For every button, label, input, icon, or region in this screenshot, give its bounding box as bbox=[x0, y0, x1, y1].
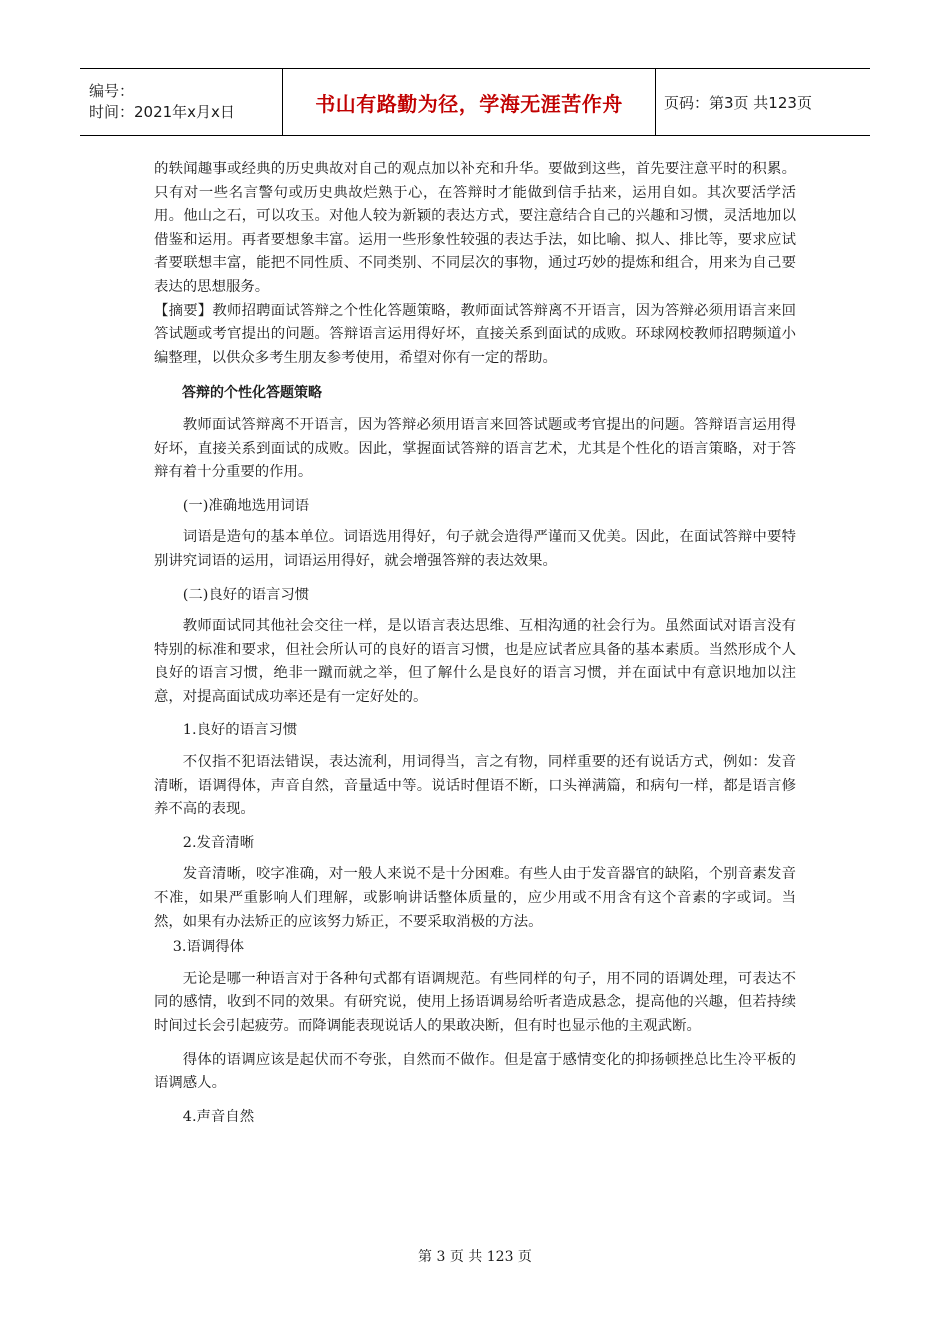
header-motto: 书山有路勤为径，学海无涯苦作舟 bbox=[315, 91, 623, 116]
doc-number-label: 编号： bbox=[89, 82, 135, 100]
doc-time-label: 时间：2021年x月x日 bbox=[89, 103, 235, 121]
header-info-cell bbox=[80, 69, 282, 135]
subheading-intonation: 3.语调得体 bbox=[172, 939, 245, 956]
paragraph-abstract: 【摘要】教师招聘面试答辩之个性化答题策略，教师面试答辩离不开语言，因为答辩必须用语言来回答试题或考官提出的问题。答辩语言运用得好坏，直接关系到面试的成败。环球网校教师招聘频道小编整理，以供众多考生朋友参考使用，希望对你有一定的帮助。 bbox=[154, 302, 796, 366]
page-header bbox=[80, 68, 870, 136]
subheading-word-choice: (一)准确地选用词语 bbox=[182, 497, 310, 514]
header-motto-cell bbox=[282, 69, 656, 135]
document-body bbox=[154, 158, 796, 1137]
paragraph-intro: 教师面试答辩离不开语言，因为答辩必须用语言来回答试题或考官提出的问题。答辩语言运用得好坏，直接关系到面试的成败。因此，掌握面试答辩的语言艺术，尤其是个性化的语言策略，对于答辩有着十分重要的作用。 bbox=[154, 416, 796, 481]
section-heading: 答辩的个性化答题策略 bbox=[182, 385, 322, 402]
subheading-good-habits: 1.良好的语言习惯 bbox=[182, 722, 298, 739]
paragraph-good-habits: 不仅指不犯语法错误，表达流利，用词得当，言之有物，同样重要的还有说话方式，例如：发音清晰，语调得体，声音自然，音量适中等。说话时俚语不断，口头禅满篇，和病句一样，都是语言修养不高的表现。 bbox=[154, 754, 796, 818]
header-page-cell bbox=[656, 69, 870, 135]
page-footer: 第 3 页 共 123 页 bbox=[418, 1249, 532, 1265]
header-page-label: 页码：第3页 共123页 bbox=[664, 93, 812, 112]
subheading-clear-pronunciation: 2.发音清晰 bbox=[182, 834, 255, 851]
subheading-language-habits: (二)良好的语言习惯 bbox=[182, 586, 310, 603]
paragraph-continued: 的轶闻趣事或经典的历史典故对自己的观点加以补充和升华。要做到这些，首先要注意平时的积累。只有对一些名言警句或历史典故烂熟于心，在答辩时才能做到信手拈来，运用自如。其次要活学活用。他山之石，可以攻玉。对他人较为新颖的表达方式，要注意结合自己的兴趣和习惯，灵活地加以借鉴和运用。再者要想象丰富。运用一些形象性较强的表达手法，如比喻、拟人、排比等，要求应试者要联想丰富，能把不同性质、不同类别、不同层次的事物，通过巧妙的提炼和组合，用来为自己要表达的思想服务。 bbox=[154, 161, 796, 295]
paragraph-clear-pronunciation: 发音清晰，咬字准确，对一般人来说不是十分困难。有些人由于发音器官的缺陷，个别音素发音不准，如果严重影响人们理解，或影响讲话整体质量的，应少用或不用含有这个音素的字或词。当然，如果有办法矫正的应该努力矫正，不要采取消极的方法。 bbox=[154, 866, 796, 930]
paragraph-language-habits: 教师面试同其他社会交往一样，是以语言表达思维、互相沟通的社会行为。虽然面试对语言没有特别的标准和要求，但社会所认可的良好的语言习惯，也是应试者应具备的基本素质。当然形成个人良好的语言习惯，绝非一蹴而就之举，但了解什么是良好的语言习惯，并在面试中有意识地加以注意，对提高面试成功率还是有一定好处的。 bbox=[154, 618, 796, 705]
paragraph-intonation: 无论是哪一种语言对于各种句式都有语调规范。有些同样的句子，用不同的语调处理，可表达不同的感情，收到不同的效果。有研究说，使用上扬语调易给听者造成悬念，提高他的兴趣，但若持续时间过长会引起疲劳。而降调能表现说话人的果敢决断，但有时也显示他的主观武断。 bbox=[154, 970, 796, 1034]
paragraph-word-choice: 词语是造句的基本单位。词语选用得好，句子就会造得严谨而又优美。因此，在面试答辩中要特别讲究词语的运用，词语运用得好，就会增强答辩的表达效果。 bbox=[154, 529, 796, 569]
subheading-natural-voice: 4.声音自然 bbox=[182, 1108, 255, 1125]
paragraph-proper-intonation: 得体的语调应该是起伏而不夸张，自然而不做作。但是富于感情变化的抑扬顿挫总比生冷平板的语调感人。 bbox=[154, 1051, 796, 1092]
